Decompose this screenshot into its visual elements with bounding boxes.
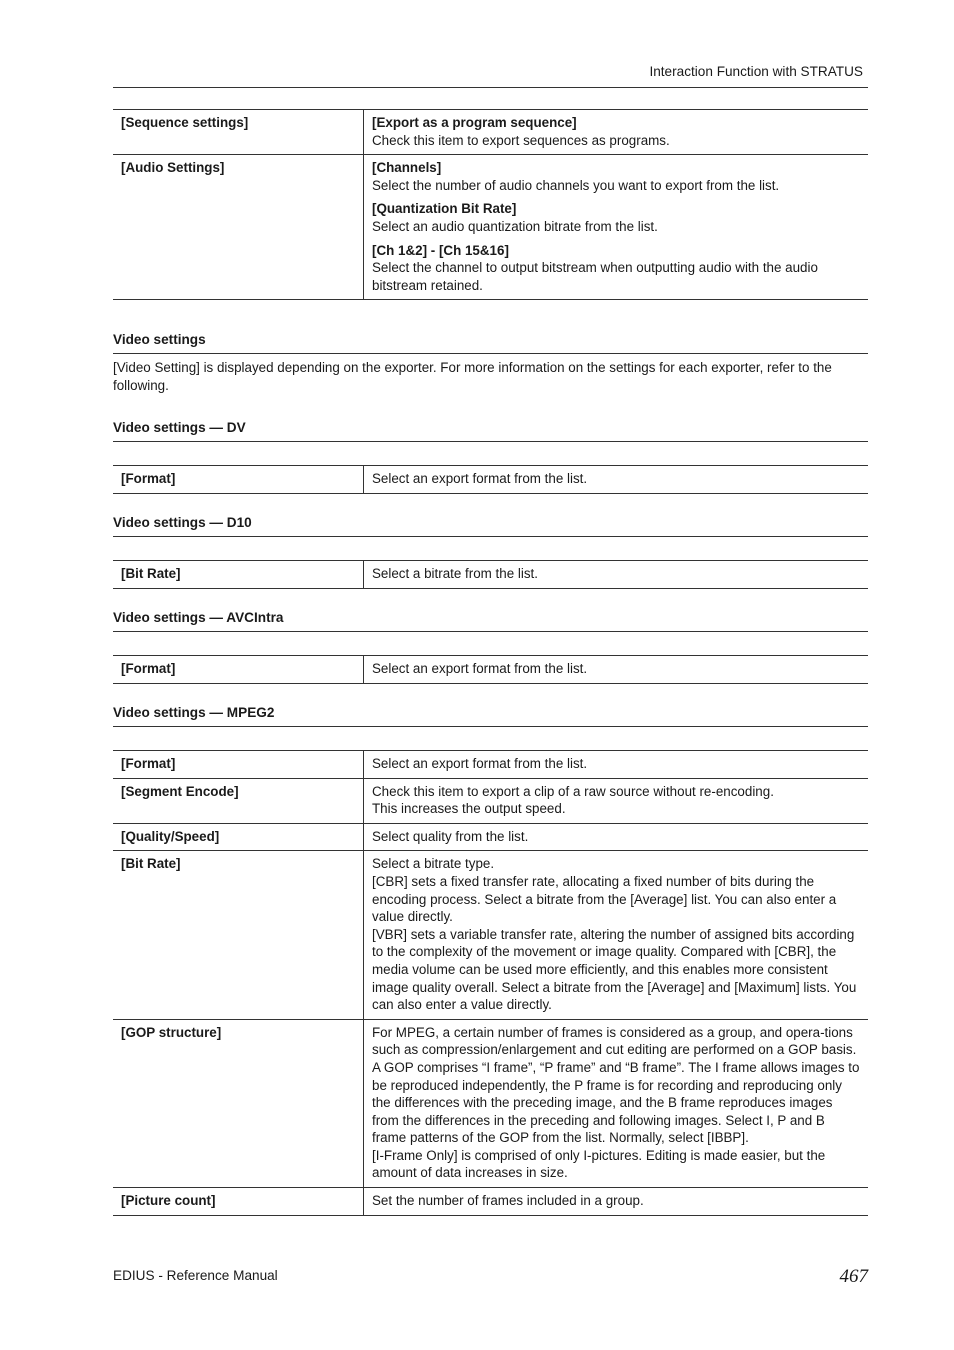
avcintra-table-section	[113, 655, 868, 684]
row-key: [Format]	[113, 466, 364, 494]
table-row	[113, 110, 868, 155]
row-key: [Format]	[113, 656, 364, 684]
value-line: [CBR] sets a fixed transfer rate, allocating a fixed number of bits during the encoding process. Select a bitrate from the [Average] list. You can also enter a value directly.	[372, 873, 837, 925]
settings-table-section	[113, 109, 868, 300]
dv-section	[113, 420, 868, 442]
mpeg2-section	[113, 705, 868, 727]
footer-manual-title: EDIUS - Reference Manual	[113, 1268, 278, 1283]
table-row	[113, 1188, 868, 1216]
table-row	[113, 155, 868, 300]
item-text: Select the channel to output bitstream when outputting audio with the audio bitstream retained.	[372, 260, 818, 293]
settings-table	[113, 109, 868, 300]
value-line: Select an export format from the list.	[372, 756, 588, 771]
dv-table	[113, 465, 868, 494]
value-line: Check this item to export a clip of a raw source without re-encoding.	[372, 783, 774, 799]
row-key: [Bit Rate]	[113, 561, 364, 589]
table-row	[113, 851, 868, 1019]
row-value	[364, 851, 869, 1019]
d10-table-section	[113, 560, 868, 589]
row-value	[364, 778, 869, 823]
row-value	[364, 1188, 869, 1216]
item-title: [Channels]	[372, 160, 442, 176]
page-header	[113, 62, 868, 88]
page-number: 467	[839, 1266, 868, 1287]
dv-table-section	[113, 465, 868, 494]
section-text: [Video Setting] is displayed depending on the exporter. For more information on the settings for each exporter, refer to the following.	[113, 360, 832, 393]
value-line: Select quality from the list.	[372, 828, 529, 844]
video-settings-section	[113, 332, 868, 394]
row-key: [Picture count]	[113, 1188, 364, 1216]
value-line: For MPEG, a certain number of frames is considered as a group, and opera-tions such as compression/enlargement and cut editing are performed on a GOP basis. A GOP comprises “I frame”, “P frame” and “B frame”. The I frame allows images to be reproduced independently, the P frame is for recording and reproducing only the differences with the preceding image, and the B frame reproduces images from the differences in the preceding and following images. Select I, P and B frame patterns of the GOP from the list. Normally, select [IBBP].	[372, 1024, 860, 1146]
d10-table	[113, 560, 868, 589]
row-value	[364, 751, 869, 779]
section-title: Video settings — AVCIntra	[113, 610, 868, 632]
table-row	[113, 1019, 868, 1187]
item-text: Check this item to export sequences as programs.	[372, 132, 670, 148]
value-line: This increases the output speed.	[372, 801, 566, 817]
row-key: [Format]	[113, 751, 364, 779]
row-key: [Audio Settings]	[113, 155, 364, 300]
row-value	[364, 155, 869, 300]
d10-section	[113, 515, 868, 537]
section-title: Video settings — D10	[113, 515, 868, 537]
value-line: Set the number of frames included in a group.	[372, 1193, 644, 1209]
value-line: [I-Frame Only] is comprised of only I-pictures. Editing is made easier, but the amount of data increases in size.	[372, 1147, 826, 1181]
row-key: [Bit Rate]	[113, 851, 364, 1019]
value-line: [VBR] sets a variable transfer rate, altering the number of assigned bits according to the complexity of the movement or image quality. Compared with [CBR], the media volume can be used more efficiently, and this enables more consistent image quality overall. Select a bitrate from the [Average] and [Maximum] lists. You can also enter a value directly.	[372, 926, 857, 1013]
header-title: Interaction Function with STRATUS	[649, 64, 863, 79]
row-key: [GOP structure]	[113, 1019, 364, 1187]
row-key: [Sequence settings]	[113, 110, 364, 155]
item-text: Select the number of audio channels you want to export from the list.	[372, 177, 780, 193]
table-row	[113, 778, 868, 823]
table-row	[113, 466, 868, 494]
avcintra-section	[113, 610, 868, 632]
avcintra-table	[113, 655, 868, 684]
section-title: Video settings	[113, 332, 868, 354]
table-row	[113, 561, 868, 589]
row-value: Select an export format from the list.	[364, 466, 869, 494]
row-key: [Segment Encode]	[113, 778, 364, 823]
section-title: Video settings — MPEG2	[113, 705, 868, 727]
mpeg2-table-section	[113, 750, 868, 1216]
item-title: [Quantization Bit Rate]	[372, 201, 517, 217]
section-title: Video settings — DV	[113, 420, 868, 442]
row-value	[364, 1019, 869, 1187]
item-text: Select an audio quantization bitrate from the list.	[372, 218, 658, 234]
mpeg2-table	[113, 750, 868, 1216]
row-value	[364, 110, 869, 155]
table-row	[113, 823, 868, 851]
item-title: [Export as a program sequence]	[372, 115, 577, 130]
row-value: Select an export format from the list.	[364, 656, 869, 684]
table-row	[113, 751, 868, 779]
row-key: [Quality/Speed]	[113, 823, 364, 851]
row-value	[364, 823, 869, 851]
item-title: [Ch 1&2] - [Ch 15&16]	[372, 242, 509, 258]
value-line: Select a bitrate type.	[372, 856, 495, 872]
table-row	[113, 656, 868, 684]
row-value: Select a bitrate from the list.	[364, 561, 869, 589]
